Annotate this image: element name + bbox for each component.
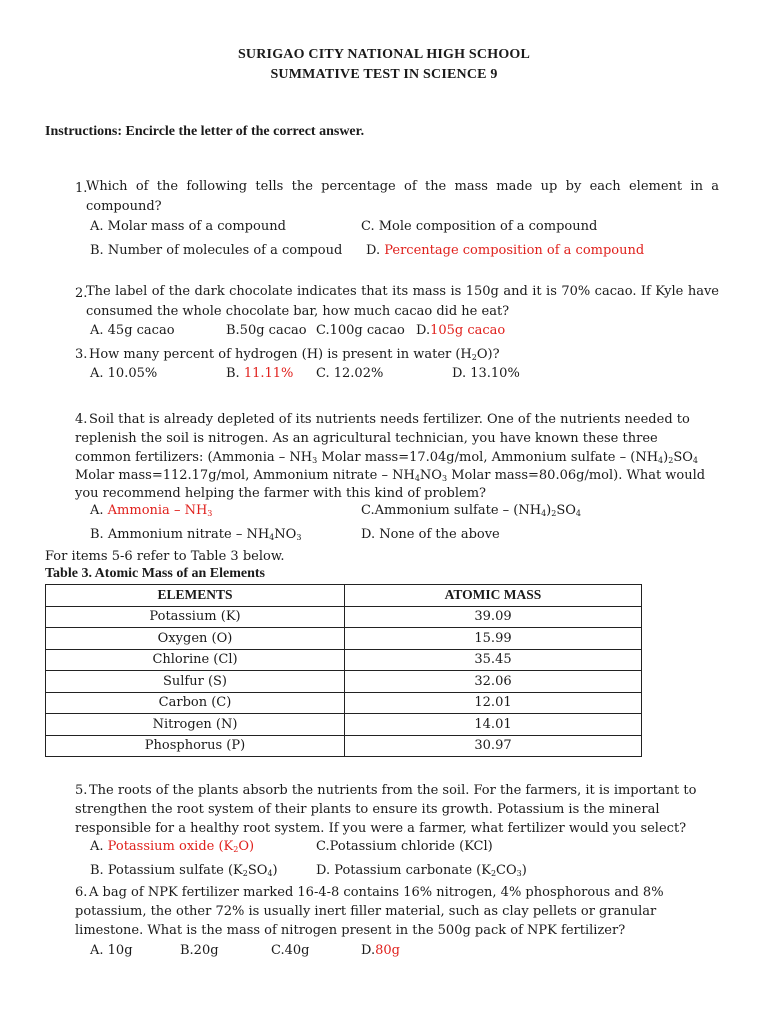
q5-option-b[interactable] (90, 861, 278, 880)
q4-sub: 4 (269, 533, 275, 542)
mass-cell: 12.01 (345, 692, 642, 714)
q4-option-a-letter: A. (90, 503, 108, 518)
q2-option-b[interactable]: B.50g cacao (226, 323, 307, 338)
q3-option-a[interactable]: A. 10.05% (90, 366, 158, 381)
table-row (46, 714, 642, 736)
q4-line4-c: Molar mass=80.06g/mol). What would (447, 468, 706, 483)
q4-option-c-text: C.Ammonium sulfate – (NH (361, 503, 542, 518)
q2-number: 2. (75, 286, 88, 301)
q4-line4-b: NO (419, 468, 442, 483)
q5-option-b-text: B. Potassium sulfate (K (90, 863, 243, 878)
q3-option-d[interactable]: D. 13.10% (452, 366, 520, 381)
q4-line2: replenish the soil is nitrogen. As an agricultural technician, you have known these three (75, 431, 658, 446)
q5-option-b-text3: ) (272, 863, 278, 878)
q4-sub: 4 (692, 456, 698, 465)
q1-text-content: Which of the following tells the percentage of the mass made up by each element in a compound? (86, 179, 719, 214)
element-cell: Nitrogen (N) (46, 714, 345, 736)
q4-sub: 3 (441, 474, 448, 483)
q6-line1: A bag of NPK fertilizer marked 16-4-8 contains 16% nitrogen, 4% phosphorous and 8% (89, 885, 664, 900)
q4-option-c-text2: ) (546, 503, 552, 518)
element-cell: Sulfur (S) (46, 671, 345, 693)
q4-option-a[interactable] (90, 501, 212, 520)
table-row (46, 628, 642, 650)
q5-option-d-text3: ) (521, 863, 527, 878)
mass-cell: 39.09 (345, 606, 642, 628)
element-cell: Carbon (C) (46, 692, 345, 714)
q4-line3-a: common fertilizers: (Ammonia – NH (75, 450, 313, 465)
q5-option-d-text2: CO (496, 863, 517, 878)
q4-sub: 2 (551, 509, 557, 518)
table-intro: For items 5-6 refer to Table 3 below. (45, 549, 285, 564)
q3-sub: 2 (471, 353, 477, 362)
q5-option-b-text2: SO (247, 863, 268, 878)
q3-option-b-letter: B. (226, 366, 244, 381)
q4-line4 (75, 466, 705, 485)
q4-sub: 4 (541, 509, 547, 518)
table-row (46, 735, 642, 757)
q4-line3-b: Molar mass=17.04g/mol, Ammonium sulfate – (NH (317, 450, 659, 465)
q2-option-d-letter: D. (416, 323, 431, 338)
q4-option-c-text3: SO (556, 503, 576, 518)
q3-text-post: O)? (476, 347, 500, 362)
q4-option-b[interactable] (90, 525, 301, 544)
q2-text: The label of the dark chocolate indicates that its mass is 150g and it is 70% cacao. If Kyle have consumed the whole chocolate bar, how much cacao did he eat? (86, 284, 719, 319)
q4-sub: 4 (575, 509, 582, 518)
q4-answer-sub: 3 (207, 509, 213, 518)
q6-option-d[interactable] (361, 941, 400, 960)
q5-option-c[interactable]: C.Potassium chloride (KCl) (316, 839, 493, 854)
q6-line3: limestone. What is the mass of nitrogen present in the 500g pack of NPK fertilizer? (75, 923, 626, 938)
element-cell: Chlorine (Cl) (46, 649, 345, 671)
q3-text-pre: How many percent of hydrogen (H) is present in water (H (89, 347, 472, 362)
q5-line1: The roots of the plants absorb the nutrients from the soil. For the farmers, it is important to (89, 783, 697, 798)
atomic-mass-table (45, 584, 642, 757)
q5-answer (108, 839, 254, 854)
q4-option-c[interactable] (361, 501, 581, 520)
element-cell: Oxygen (O) (46, 628, 345, 650)
q1-option-d[interactable] (366, 241, 644, 260)
q2-option-d[interactable] (416, 321, 505, 340)
q6-option-b[interactable]: B.20g (180, 943, 219, 958)
q4-option-d[interactable]: D. None of the above (361, 527, 500, 542)
q4-sub: 2 (668, 456, 674, 465)
q1-option-c[interactable]: C. Mole composition of a compound (361, 219, 598, 234)
table-header-row (46, 585, 642, 607)
q3-answer: 11.11% (243, 366, 294, 381)
q5-option-a-letter: A. (90, 839, 108, 854)
table-row (46, 671, 642, 693)
q4-line3 (75, 448, 698, 467)
q4-line5: you recommend helping the farmer with this kind of problem? (75, 486, 486, 501)
q5-line2: strengthen the root system of their plants to ensure its growth. Potassium is the mineral (75, 802, 660, 817)
table-row (46, 649, 642, 671)
mass-cell: 32.06 (345, 671, 642, 693)
q5-sub: 3 (516, 869, 522, 878)
q6-option-d-letter: D. (361, 943, 376, 958)
q5-sub: 4 (267, 869, 273, 878)
q5-answer-end: O) (238, 839, 255, 854)
q5-option-d-text: D. Potassium carbonate (K (316, 863, 491, 878)
table-caption: Table 3. Atomic Mass of an Elements (45, 566, 265, 581)
q4-sub: 4 (658, 456, 664, 465)
q3-text (89, 345, 500, 364)
q6-answer: 80g (375, 943, 400, 958)
q5-answer-text: Potassium oxide (K (107, 839, 234, 854)
q6-option-c[interactable]: C.40g (271, 943, 310, 958)
q4-option-b-text2: NO (274, 527, 297, 542)
q6-option-a[interactable]: A. 10g (90, 943, 133, 958)
q3-number: 3. (75, 347, 88, 362)
q5-number: 5. (75, 783, 88, 798)
q5-sub: 2 (242, 869, 248, 878)
instructions: Instructions: Encircle the letter of the correct answer. (45, 124, 365, 139)
table-header-atomic-mass: ATOMIC MASS (345, 585, 642, 607)
q3-option-c[interactable]: C. 12.02% (316, 366, 384, 381)
q5-line3: responsible for a healthy root system. If you were a farmer, what fertilizer would you select? (75, 821, 687, 836)
q1-answer: Percentage composition of a compound (384, 243, 645, 258)
test-title: SUMMATIVE TEST IN SCIENCE 9 (270, 67, 498, 82)
q1-option-b[interactable]: B. Number of molecules of a compoud (90, 243, 343, 258)
table-row (46, 692, 642, 714)
q4-line1: Soil that is already depleted of its nutrients needs fertilizer. One of the nutrients needed to (89, 412, 690, 427)
q6-number: 6. (75, 885, 88, 900)
q2-option-c[interactable]: C.100g cacao (316, 323, 405, 338)
q3-option-b[interactable] (226, 364, 293, 383)
q1-option-a[interactable]: A. Molar mass of a compound (90, 219, 286, 234)
q5-option-a[interactable] (90, 837, 254, 856)
q4-answer (108, 503, 213, 518)
q4-answer-text: Ammonia – NH (107, 503, 208, 518)
element-cell: Phosphorus (P) (46, 735, 345, 757)
q4-sub: 3 (312, 456, 318, 465)
element-cell: Potassium (K) (46, 606, 345, 628)
q2-answer: 105g cacao (430, 323, 506, 338)
q1-number: 1. (75, 181, 88, 196)
mass-cell: 35.45 (345, 649, 642, 671)
q4-line3-d: SO (673, 450, 693, 465)
school-name: SURIGAO CITY NATIONAL HIGH SCHOOL (237, 47, 531, 62)
q1-option-d-letter: D. (366, 243, 385, 258)
q5-sub: 2 (490, 869, 497, 878)
q4-line4-a: Molar mass=112.17g/mol, Ammonium nitrate – NH (75, 468, 415, 483)
q2-option-a[interactable]: A. 45g cacao (90, 323, 175, 338)
q5-option-d[interactable] (316, 861, 527, 880)
mass-cell: 15.99 (345, 628, 642, 650)
q4-option-b-text: B. Ammonium nitrate – NH (90, 527, 270, 542)
q4-line3-c: ) (663, 450, 669, 465)
q6-line2: potassium, the other 72% is usually inert filler material, such as clay pellets or granular (75, 904, 657, 919)
q4-number: 4. (75, 412, 88, 427)
q1-text (86, 177, 719, 216)
table-row (46, 606, 642, 628)
mass-cell: 30.97 (345, 735, 642, 757)
q5-answer-sub: 2 (233, 845, 239, 854)
mass-cell: 14.01 (345, 714, 642, 736)
q4-sub: 4 (414, 474, 420, 483)
q4-sub: 3 (296, 533, 302, 542)
table-header-elements: ELEMENTS (46, 585, 345, 607)
